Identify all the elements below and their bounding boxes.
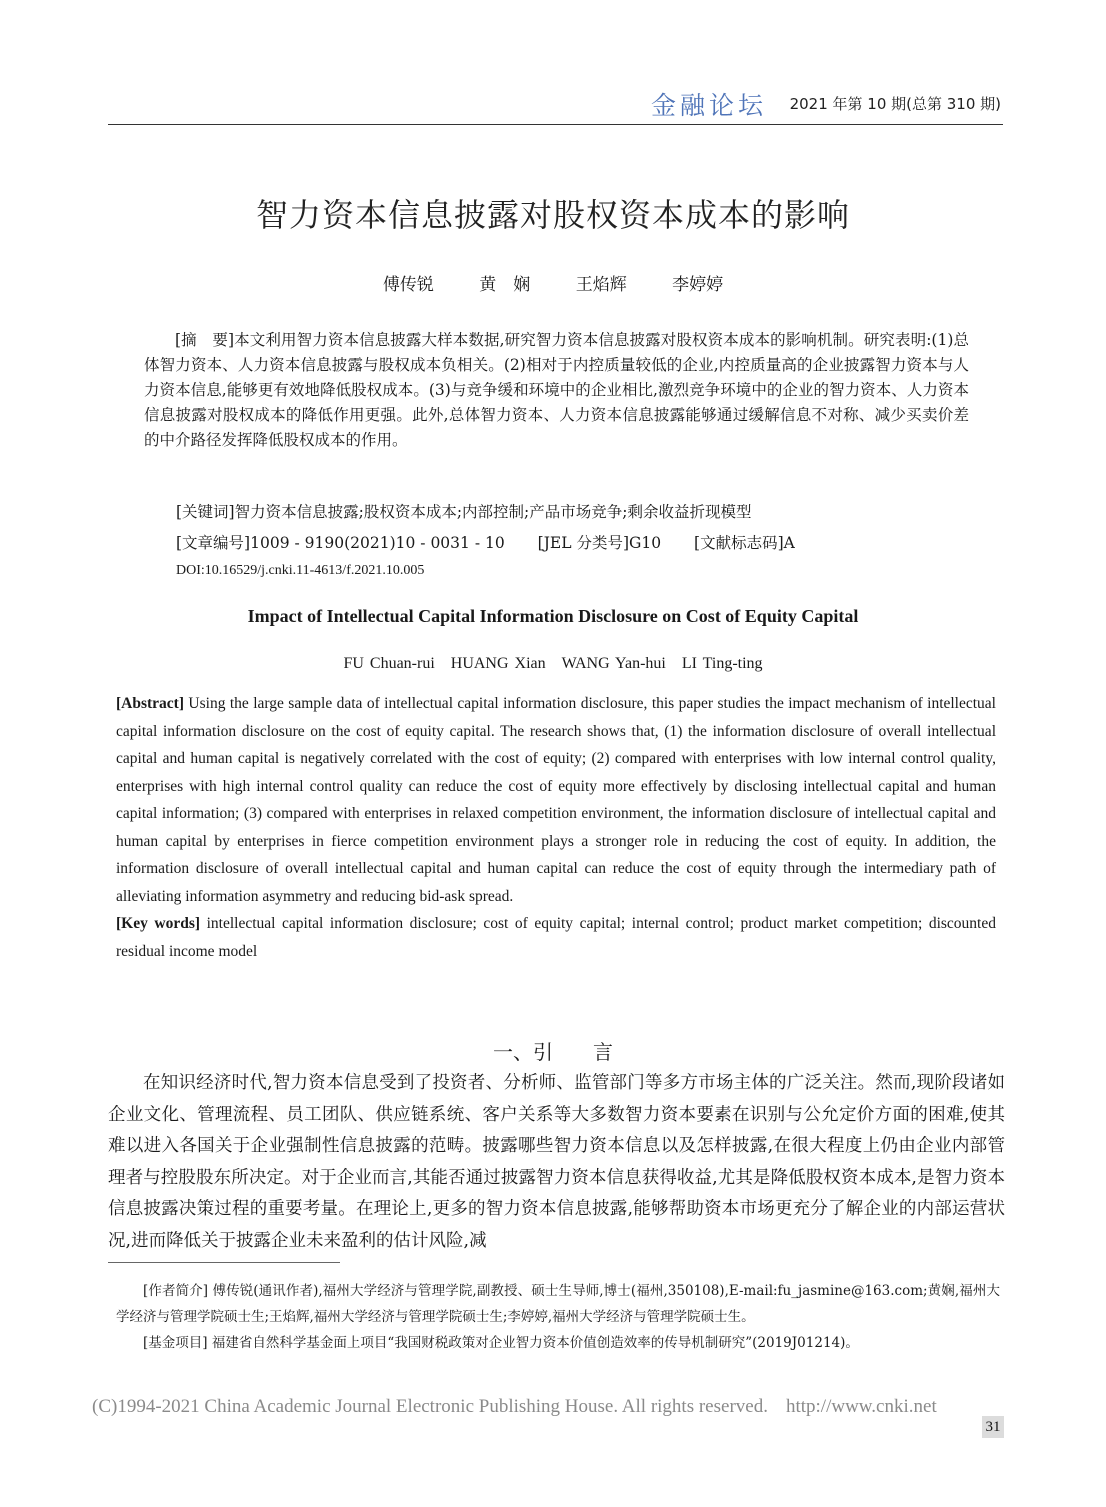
author-list xyxy=(0,270,1106,295)
fund-text: 福建省自然科学基金面上项目“我国财税政策对企业智力资本价值创造效率的传导机制研究”(2019J01214)。 xyxy=(211,1335,859,1351)
cnki-url: http://www.cnki.net xyxy=(785,1396,937,1417)
abstract-text: 本文利用智力资本信息披露大样本数据,研究智力资本信息披露对股权资本成本的影响机制。研究表明:(1)总体智力资本、人力资本信息披露与股权成本负相关。(2)相对于内控质量较低的企业,内控质量高的企业披露智力资本与人力资本信息,能够更有效地降低股权成本。(3)与竞争缓和环境中的企业相比,激烈竞争环境中的企业的智力资本、人力资本信息披露对股权成本的降低作用更强。此外,总体智力资本、人力资本信息披露能够通过缓解信息不对称、减少买卖价差的中介路径发挥降低股权成本的作用。 xyxy=(144,331,969,449)
author-name: 傅传锐 xyxy=(382,275,434,295)
author-name: 李婷婷 xyxy=(672,275,724,295)
author-intro-label: [作者简介] xyxy=(143,1283,209,1299)
body-text: 在知识经济时代,智力资本信息受到了投资者、分析师、监管部门等多方市场主体的广泛关注。然而,现阶段诸如企业文化、管理流程、员工团队、供应链系统、客户关系等大多数智力资本要素在识别与公允定价方面的困难,使其难以进入各国关于企业强制性信息披露的范畴。披露哪些智力资本信息以及怎样披露,在很大程度上仍由企业内部管理者与控股股东所决定。对于企业而言,其能否通过披露智力资本信息获得收益,尤其是降低股权资本成本,是智力资本信息披露决策过程的重要考量。在理论上,更多的智力资本信息披露,能够帮助资本市场更充分了解企业的内部运营状况,进而降低关于披露企业未来盈利的估计风险,减 xyxy=(108,1073,1005,1251)
author-name: 黄 娴 xyxy=(479,275,531,295)
body-paragraph xyxy=(108,1068,1005,1257)
copyright-text: (C)1994-2021 China Academic Journal Electronic Publishing House. All rights reserved. xyxy=(92,1396,768,1417)
en-keywords-label: [Key words] xyxy=(116,915,201,932)
footnotes xyxy=(116,1278,1000,1356)
section-heading: 一、引 言 xyxy=(493,1040,613,1064)
running-header xyxy=(108,82,1003,125)
chinese-abstract xyxy=(144,328,969,453)
fund-label: [基金项目] xyxy=(143,1335,208,1351)
article-no-label: [文章编号] xyxy=(176,534,251,552)
author-intro-text: 傅传锐(通讯作者),福州大学经济与管理学院,副教授、硕士生导师,博士(福州,350108),E-mail:fu_jasmine@163.com;黄娴,福州大学经济与管理学院硕士生;王焰辉,福州大学经济与管理学院硕士生;李婷婷,福州大学经济与管理学院硕士生。 xyxy=(116,1283,1000,1325)
keywords-text: 智力资本信息披露;股权资本成本;内部控制;产品市场竞争;剩余收益折现模型 xyxy=(234,503,752,521)
en-abstract-text: Using the large sample data of intellectual capital information disclosure, this paper studies the impact mechanism of intellectual capital information disclosure on the cost of equity capital. The research shows that, (1) the information disclosure of overall intellectual capital and human capital is negatively correlated with the cost of equity; (2) compared with enterprises with low internal control quality, enterprises with high internal control quality can reduce the cost of equity more effectively by disclosing intellectual capital and human capital information; (3) compared with enterprises in relaxed competition environment, the information disclosure of intellectual capital and human capital by enterprises in fierce competition environment plays a stronger role in reducing the cost of equity. In addition, the information disclosure of overall intellectual capital and human capital can reduce the cost of equity through the intermediary path of alleviating information asymmetry and reducing bid-ask spread. xyxy=(116,695,996,905)
english-authors: FU Chuan-rui HUANG Xian WANG Yan-hui LI Ting-ting xyxy=(343,655,763,672)
doi: DOI:10.16529/j.cnki.11-4613/f.2021.10.005 xyxy=(176,563,425,578)
jel-code: G10 xyxy=(629,534,662,552)
keywords-label: [关键词] xyxy=(176,503,235,521)
article-no: 1009 - 9190(2021)10 - 0031 - 10 xyxy=(250,534,505,552)
journal-name: 金融论坛 xyxy=(650,91,767,120)
keywords-line xyxy=(176,500,752,522)
doc-code-label: [文献标志码] xyxy=(694,534,784,552)
doc-code: A xyxy=(783,534,795,552)
english-title: Impact of Intellectual Capital Information Disclosure on Cost of Equity Capital xyxy=(247,606,859,626)
en-keywords-text: intellectual capital information disclosure; cost of equity capital; internal control; product market competition; discounted residual income model xyxy=(116,915,996,960)
paper-title: 智力资本信息披露对股权资本成本的影响 xyxy=(255,196,850,234)
issue-label: 2021 年第 10 期(总第 310 期) xyxy=(789,95,1001,113)
jel-label: [JEL 分类号] xyxy=(537,534,629,552)
copyright-watermark xyxy=(92,1396,937,1418)
footnote-divider xyxy=(108,1262,340,1263)
article-meta-line xyxy=(176,531,795,553)
page-number: 31 xyxy=(982,1416,1004,1438)
english-abstract xyxy=(116,690,996,965)
author-name: 王焰辉 xyxy=(575,275,627,295)
en-abstract-label: [Abstract] xyxy=(116,695,185,712)
abstract-label: [摘 要] xyxy=(175,331,235,349)
